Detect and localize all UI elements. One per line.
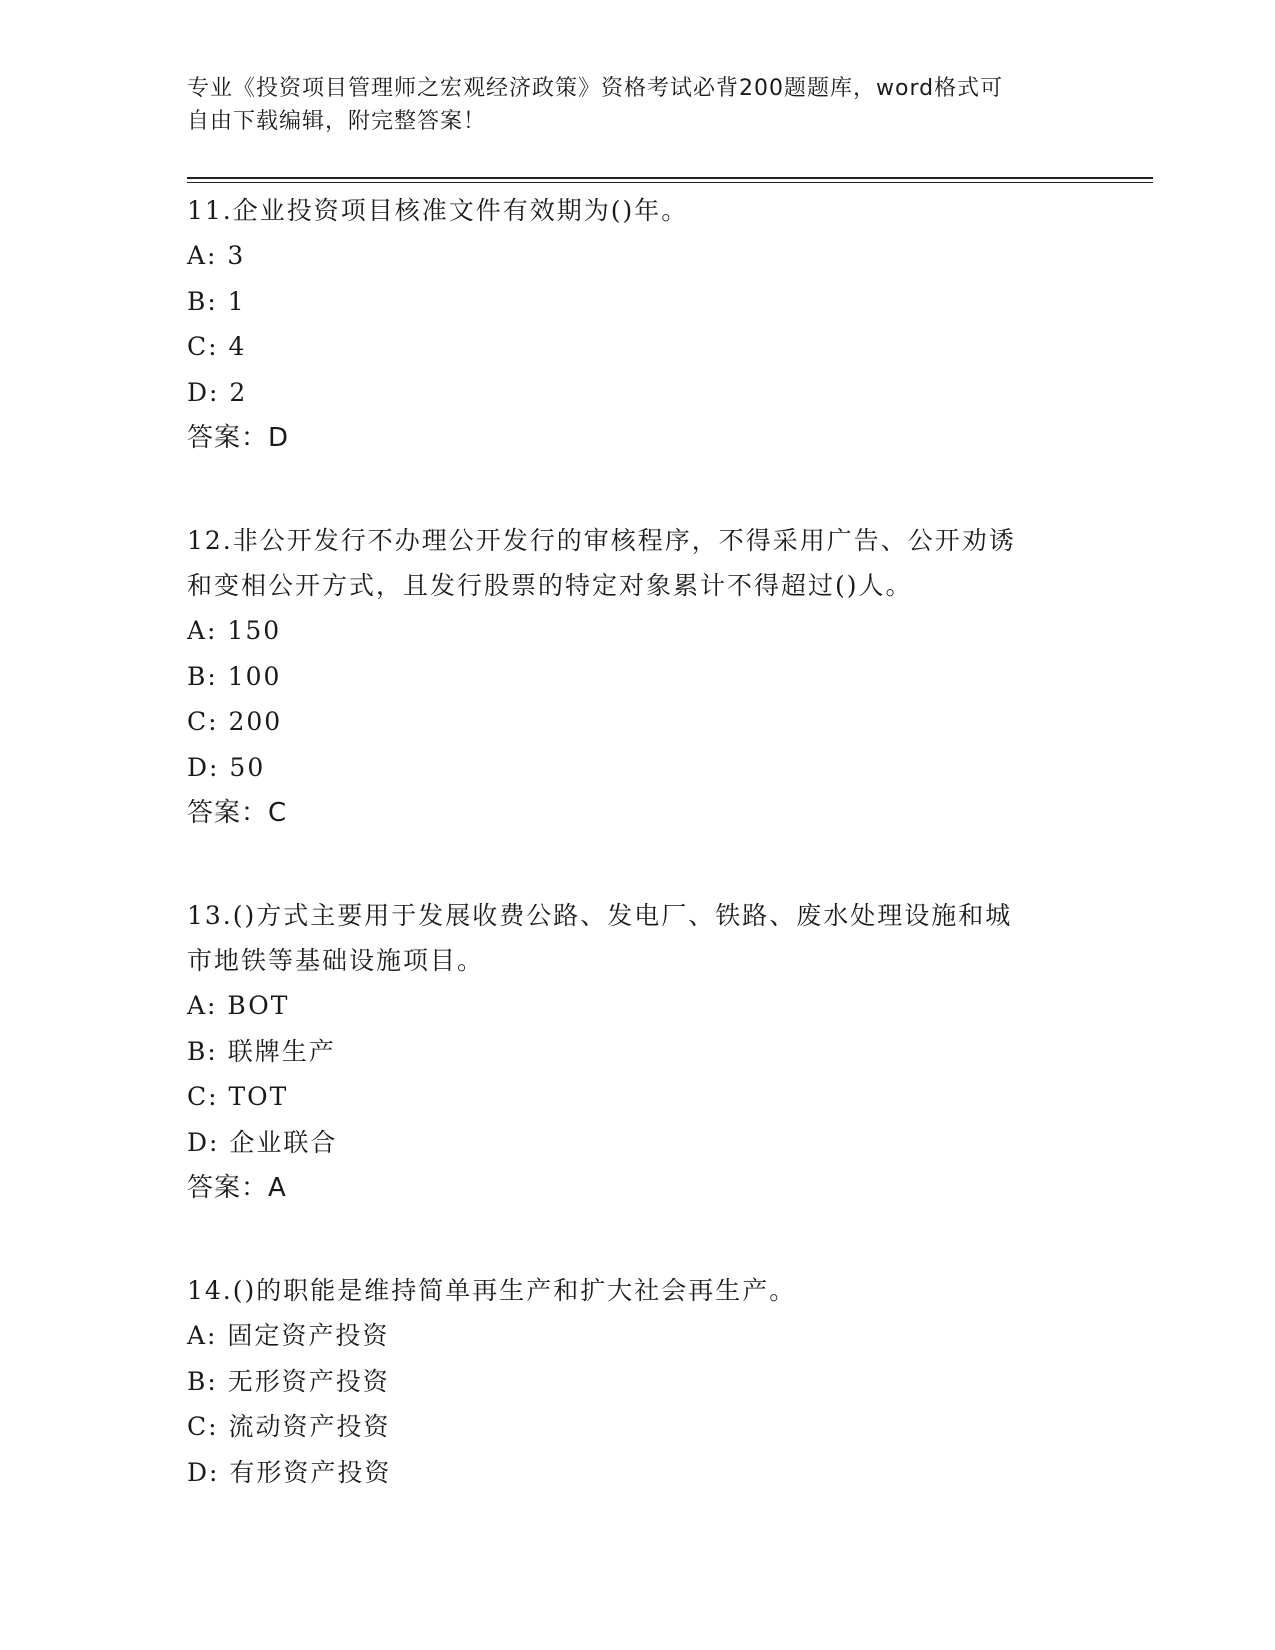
question-stem: 14.()的职能是维持简单再生产和扩大社会再生产。 — [187, 1276, 797, 1305]
option-c: C: 200 — [187, 707, 283, 736]
option-c: C: 流动资产投资 — [187, 1412, 391, 1441]
question-stem-line-1: 13.()方式主要用于发展收费公路、发电厂、铁路、废水处理设施和城 — [187, 901, 1013, 930]
question-11 — [187, 188, 1087, 461]
option-b: B: 100 — [187, 661, 282, 691]
option-a: A: 150 — [187, 616, 282, 645]
question-12 — [187, 518, 1087, 836]
option-b: B: 1 — [187, 286, 246, 316]
answer-line: 答案：C — [187, 798, 288, 828]
answer-line: 答案：A — [187, 1173, 287, 1203]
header-divider-thin — [187, 182, 1153, 183]
header-divider-thick — [187, 177, 1153, 179]
question-14 — [187, 1268, 1087, 1495]
option-a: A: BOT — [187, 991, 290, 1020]
option-c: C: 4 — [187, 332, 247, 361]
option-a: A: 3 — [187, 241, 246, 270]
document-intro — [187, 72, 1087, 138]
question-stem-line-1: 12.非公开发行不办理公开发行的审核程序，不得采用广告、公开劝诱 — [187, 526, 1016, 555]
option-d: D: 企业联合 — [187, 1127, 338, 1157]
answer-line: 答案：D — [187, 423, 290, 453]
option-c: C: TOT — [187, 1082, 289, 1111]
option-d: D: 2 — [187, 377, 248, 407]
intro-line-2: 自由下载编辑，附完整答案！ — [187, 109, 487, 134]
question-stem-line-2: 和变相公开方式，且发行股票的特定对象累计不得超过()人。 — [187, 571, 913, 600]
question-stem: 11.企业投资项目核准文件有效期为()年。 — [187, 196, 689, 225]
question-list — [187, 188, 1087, 1552]
option-d: D: 50 — [187, 752, 266, 782]
question-13 — [187, 893, 1087, 1211]
question-stem-line-2: 市地铁等基础设施项目。 — [187, 946, 485, 975]
intro-line-1: 专业《投资项目管理师之宏观经济政策》资格考试必背200题题库，word格式可 — [187, 76, 1004, 101]
option-b: B: 无形资产投资 — [187, 1366, 390, 1396]
option-b: B: 联牌生产 — [187, 1036, 336, 1066]
option-a: A: 固定资产投资 — [187, 1321, 390, 1350]
option-d: D: 有形资产投资 — [187, 1457, 392, 1487]
